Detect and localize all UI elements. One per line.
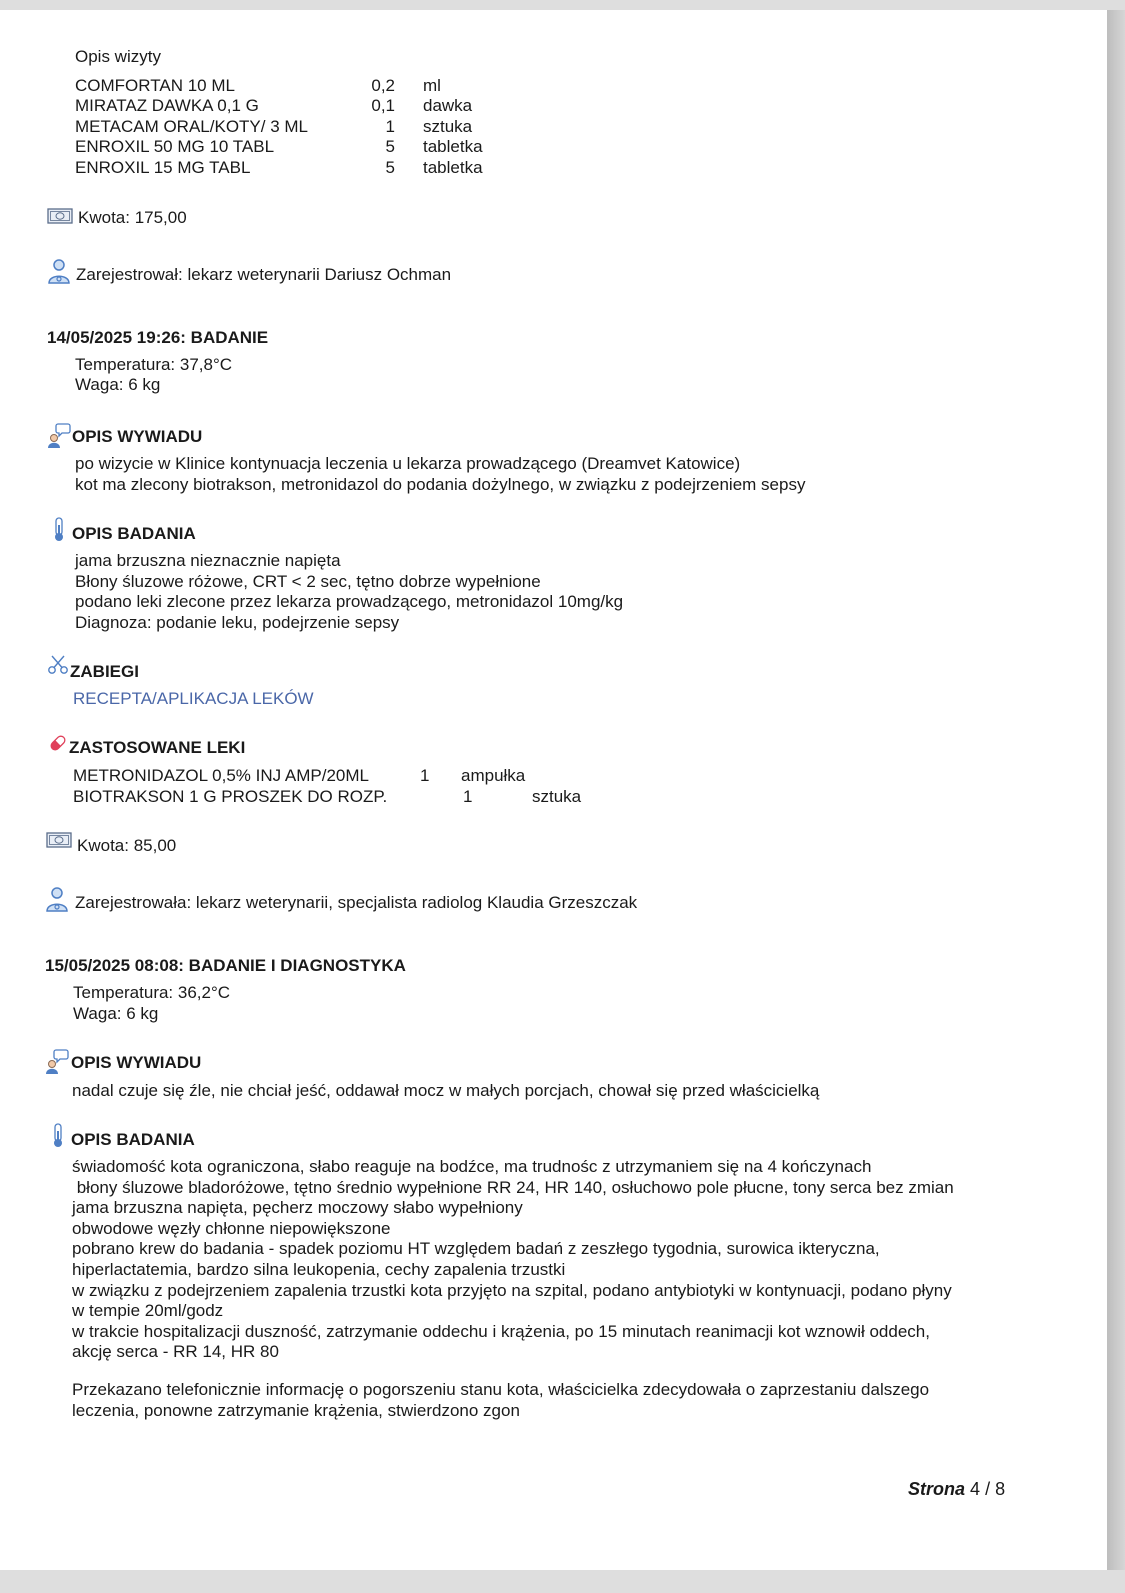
text-line: błony śluzowe bladoróżowe, tętno średnio wypełnione RR 24, HR 140, osłuchowo pole płucne, tony serca bez zmian	[72, 1177, 954, 1197]
registered-by: Zarejestrował: lekarz weterynarii Dariusz Ochman	[76, 265, 452, 284]
text-line: jama brzuszna nieznacznie napięta	[75, 551, 341, 570]
text-line: po wizycie w Klinice kontynuacja leczenia u lekarza prowadzącego (Dreamvet Katowice)	[75, 454, 741, 473]
banknote-icon	[47, 208, 73, 229]
doctor-user-icon	[47, 258, 71, 289]
badanie-text	[75, 551, 623, 633]
drug-name: METRONIDAZOL 0,5% INJ AMP/20ML	[73, 766, 369, 785]
text-line: podano leki zlecone przez lekarza prowadzącego, metronidazol 10mg/kg	[75, 592, 624, 612]
text-line: w związku z podejrzeniem zapalenia trzustki kota przyjęto na szpital, podano antybiotyki w kontynuacji, podano płyny	[72, 1280, 952, 1300]
kwota-text: Kwota: 85,00	[77, 836, 177, 855]
text-line: obwodowe węzły chłonne niepowiększone	[72, 1218, 391, 1238]
item-name: MIRATAZ DAWKA 0,1 G	[75, 96, 259, 115]
item-name: METACAM ORAL/KOTY/ 3 ML	[75, 117, 309, 136]
text-line: akcję serca - RR 14, HR 80	[72, 1342, 279, 1362]
zabieg-item: RECEPTA/APLIKACJA LEKÓW	[73, 689, 314, 708]
section-title-badanie: OPIS BADANIA	[71, 1130, 195, 1149]
weight: Waga: 6 kg	[73, 1004, 159, 1023]
item-unit: tabletka	[423, 137, 483, 156]
pill-icon	[47, 732, 69, 759]
item-unit: tabletka	[423, 158, 483, 177]
weight: Waga: 6 kg	[75, 375, 161, 394]
drug-name: BIOTRAKSON 1 G PROSZEK DO ROZP.	[73, 787, 388, 806]
visit-header: 14/05/2025 19:26: BADANIE	[47, 328, 269, 347]
thermometer-icon	[52, 517, 66, 548]
page-edge-shadow	[1107, 10, 1125, 1570]
text-line: Diagnoza: podanie leku, podejrzenie sepsy	[75, 612, 400, 632]
wywiad-text	[72, 1081, 819, 1102]
drug-qty: 1	[420, 766, 430, 785]
interview-chat-icon	[45, 1048, 69, 1079]
item-qty: 0,1	[371, 96, 395, 115]
text-line: hiperlactatemia, bardzo silna leukopenia, cechy zapalenia trzustki	[72, 1259, 566, 1279]
banknote-icon	[46, 832, 72, 853]
final-note	[72, 1380, 929, 1421]
text-line: świadomość kota ograniczona, słabo reaguje na bodźce, ma trudnośc z utrzymaniem się na 4 kończynach	[72, 1157, 872, 1176]
section-title-wywiad: OPIS WYWIADU	[71, 1053, 202, 1072]
doctor-user-icon	[45, 886, 69, 917]
visit-header: 15/05/2025 08:08: BADANIE I DIAGNOSTYKA	[45, 956, 406, 975]
section-title-badanie: OPIS BADANIA	[72, 524, 196, 543]
strona-label: Strona	[908, 1479, 966, 1499]
drug-qty: 1	[463, 787, 473, 806]
item-unit: ml	[423, 76, 441, 95]
section-title-wywiad: OPIS WYWIADU	[72, 427, 203, 446]
thermometer-icon	[51, 1123, 65, 1154]
text-line: w trakcie hospitalizacji duszność, zatrzymanie oddechu i krążenia, po 15 minutach reanimacji kot wznowił oddech,	[72, 1321, 930, 1341]
scissors-icon	[47, 654, 69, 681]
drug-unit: sztuka	[532, 787, 582, 806]
item-qty: 5	[385, 137, 395, 156]
item-name: ENROXIL 15 MG TABL	[75, 158, 251, 177]
item-unit: sztuka	[423, 117, 473, 136]
registered-by: Zarejestrowała: lekarz weterynarii, specjalista radiolog Klaudia Grzeszczak	[75, 893, 638, 912]
badanie-text	[72, 1157, 954, 1363]
temperature: Temperatura: 36,2°C	[73, 983, 231, 1002]
drug-unit: ampułka	[461, 766, 526, 785]
page-number	[908, 1479, 1005, 1500]
item-qty: 0,2	[371, 76, 395, 95]
opis-wizyty-label: Opis wizyty	[75, 47, 161, 66]
temperature: Temperatura: 37,8°C	[75, 355, 233, 374]
item-qty: 5	[385, 158, 395, 177]
item-unit: dawka	[423, 96, 473, 115]
text-line: jama brzuszna napięta, pęcherz moczowy słabo wypełniony	[72, 1198, 523, 1218]
document-page	[0, 10, 1107, 1570]
text-line: pobrano krew do badania - spadek poziomu HT względem badań z zeszłego tygodnia, surowica ikteryczna,	[72, 1239, 880, 1259]
text-line: Błony śluzowe różowe, CRT < 2 sec, tętno dobrze wypełnione	[75, 571, 541, 591]
section-title-zabiegi: ZABIEGI	[70, 662, 139, 681]
text-line: leczenia, ponowne zatrzymanie krążenia, stwierdzono zgon	[72, 1400, 520, 1420]
text-line: kot ma zlecony biotrakson, metronidazol do podania dożylnego, w związku z podejrzeniem sepsy	[75, 474, 806, 494]
page-current: 4	[970, 1479, 981, 1499]
text-line: nadal czuje się źle, nie chciał jeść, oddawał mocz w małych porcjach, chował się przed właścicielką	[72, 1081, 820, 1100]
interview-chat-icon	[47, 422, 71, 453]
item-name: COMFORTAN 10 ML	[75, 76, 235, 95]
wywiad-text	[75, 454, 805, 495]
section-title-leki: ZASTOSOWANE LEKI	[69, 738, 246, 757]
item-name: ENROXIL 50 MG 10 TABL	[75, 137, 275, 156]
kwota-text: Kwota: 175,00	[78, 208, 187, 227]
page-total: / 8	[985, 1479, 1006, 1499]
text-line: Przekazano telefonicznie informację o pogorszeniu stanu kota, właścicielka zdecydowała o zaprzestaniu dalszego	[72, 1380, 930, 1399]
text-line: w tempie 20ml/godz	[72, 1301, 224, 1321]
item-qty: 1	[385, 117, 395, 136]
